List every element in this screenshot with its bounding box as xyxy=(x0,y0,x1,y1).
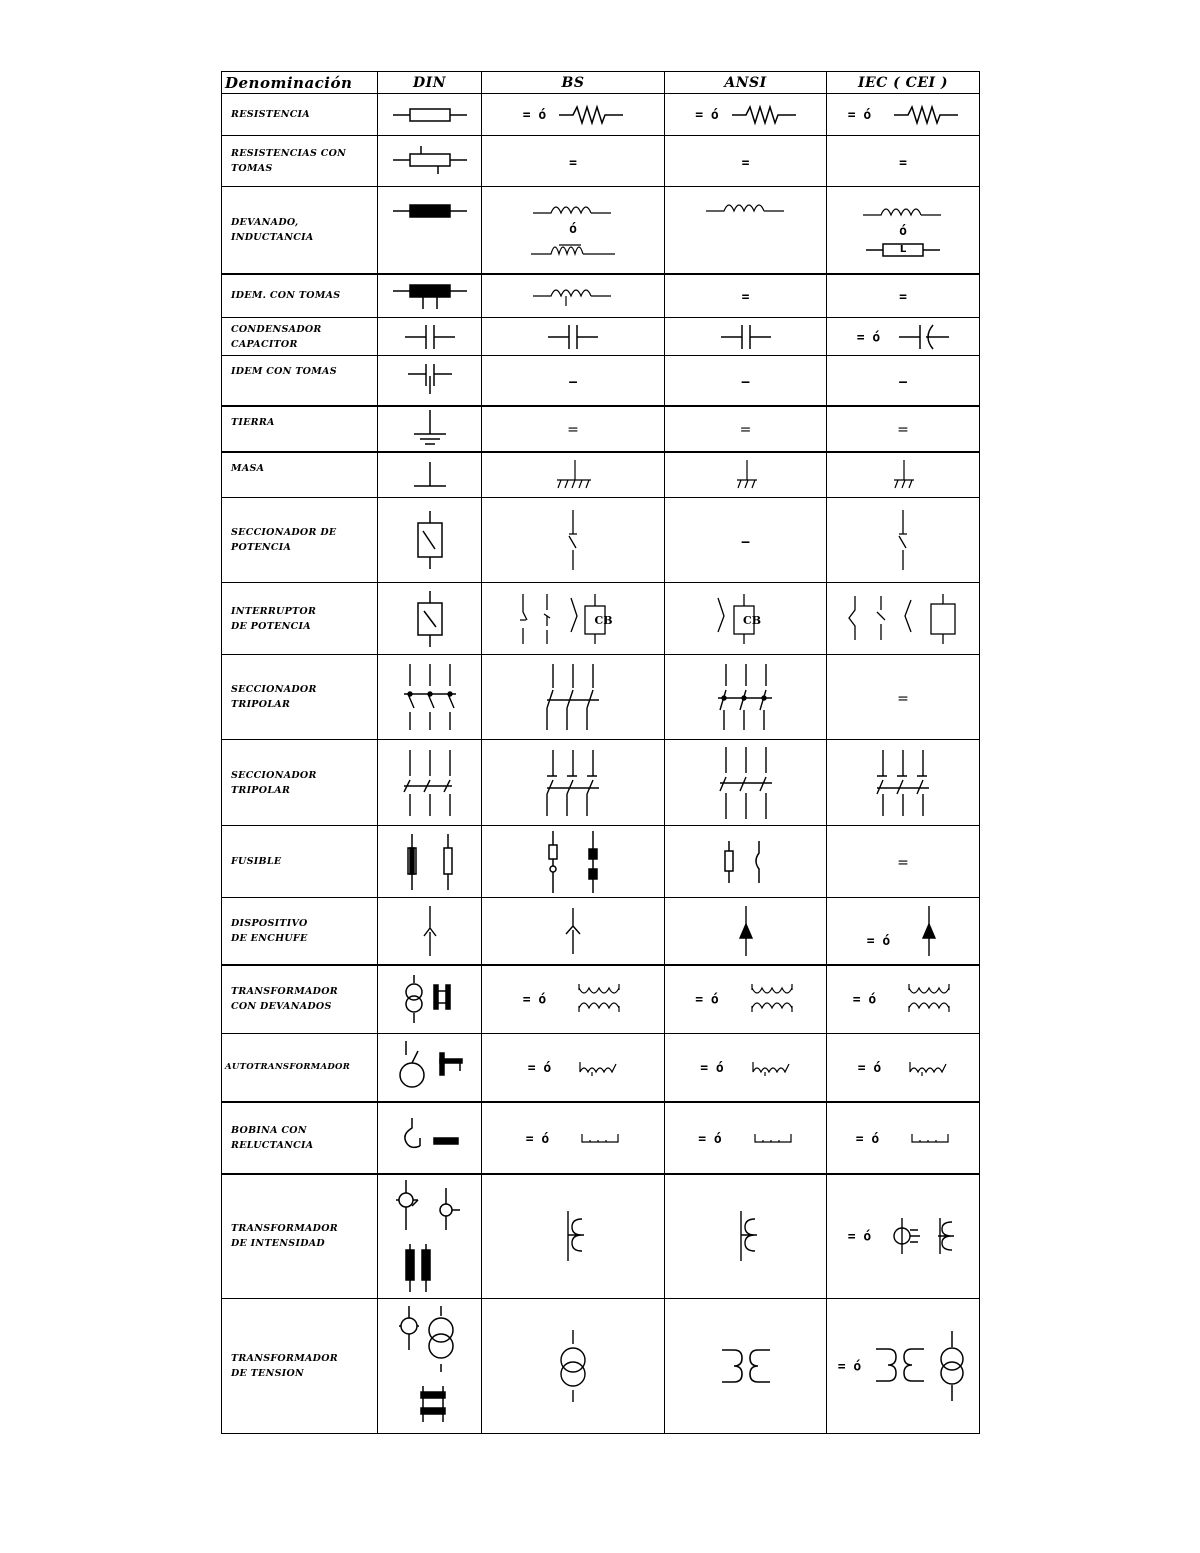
iec-earth-symbol xyxy=(827,406,980,452)
row-name: SECCIONADOR DE POTENCIA xyxy=(222,498,378,583)
ansi-tripolar2-symbol xyxy=(665,740,827,826)
iec-transformer-symbol xyxy=(827,965,980,1034)
row-idem-con-tomas-capacitor xyxy=(222,356,980,406)
din-reactor-symbol xyxy=(378,1102,482,1174)
windings-icon xyxy=(750,984,796,1014)
iec-equiv-text: = ó xyxy=(847,108,872,124)
iec-equiv-text: = xyxy=(899,155,907,171)
autotransformer-icon xyxy=(398,1041,462,1093)
iec-equiv-text: = ó xyxy=(852,992,877,1008)
row-name: TRANSFORMADOR DE TENSION xyxy=(222,1299,378,1434)
bs-tripolar2-symbol xyxy=(482,740,665,826)
ansi-tapped-capacitor-symbol xyxy=(665,356,827,406)
row-name: IDEM CON TOMAS xyxy=(222,356,378,406)
capacitor-icon xyxy=(405,324,455,350)
bs-reactor-symbol xyxy=(482,1102,665,1174)
chassis-hatched-ground-icon xyxy=(888,458,918,492)
coil-icon xyxy=(706,197,786,217)
bs-equiv-text: = ó xyxy=(525,1132,550,1147)
din-autotransformer-symbol xyxy=(378,1034,482,1102)
din-breaker-symbol xyxy=(378,583,482,655)
coil-icon xyxy=(863,201,943,221)
row-transformador-tension xyxy=(222,1299,980,1434)
tripolar-disconnector-icon xyxy=(716,664,776,730)
bs-tripolar-symbol xyxy=(482,655,665,740)
breaker-switches-icon xyxy=(845,592,961,646)
ansi-tapped-resistor-symbol xyxy=(665,136,827,187)
bs-current-transformer-symbol xyxy=(482,1174,665,1299)
iec-resistor-symbol xyxy=(827,94,980,136)
tapped-coil-icon xyxy=(533,284,613,308)
din-current-transformer-symbol xyxy=(378,1174,482,1299)
row-name: SECCIONADOR TRIPOLAR xyxy=(222,655,378,740)
ansi-disconnector-symbol xyxy=(665,498,827,583)
plug-icon xyxy=(420,906,440,956)
din-disconnector-symbol xyxy=(378,498,482,583)
voltage-transformer-icon xyxy=(395,1306,465,1426)
row-seccionador-potencia xyxy=(222,498,980,583)
iec-equiv-text: = xyxy=(897,422,909,438)
vt-symbols-icon xyxy=(872,1331,968,1401)
bs-earth-symbol xyxy=(482,406,665,452)
zigzag-resistor-icon xyxy=(732,105,796,125)
bs-breaker-symbol xyxy=(482,583,665,655)
bs-capacitor-symbol xyxy=(482,318,665,356)
capacitor-icon xyxy=(721,324,771,350)
row-resistencias-con-tomas xyxy=(222,136,980,187)
iec-reactor-symbol xyxy=(827,1102,980,1174)
ct-symbols-icon xyxy=(888,1216,958,1256)
ansi-equiv-text: = xyxy=(739,422,752,438)
din-fuse-symbol xyxy=(378,826,482,898)
bs-equiv-text: = ó xyxy=(527,1061,552,1076)
ansi-voltage-transformer-symbol xyxy=(665,1299,827,1434)
boxed-disconnector-icon xyxy=(415,511,445,569)
ansi-earth-symbol xyxy=(665,406,827,452)
inductor-label: L xyxy=(899,244,907,256)
ansi-dash-text: – xyxy=(741,374,750,390)
bs-disconnector-symbol xyxy=(482,498,665,583)
tapped-winding-icon xyxy=(578,1058,618,1078)
bs-equiv-text: = ó xyxy=(522,108,547,124)
din-tapped-inductor-symbol xyxy=(378,274,482,318)
bs-inductor-symbol xyxy=(482,187,665,274)
fuse-icon xyxy=(543,831,603,893)
bs-voltage-transformer-symbol xyxy=(482,1299,665,1434)
transformer-icon xyxy=(404,975,456,1023)
chassis-hatched-ground-icon xyxy=(551,458,595,492)
earth-ground-icon xyxy=(410,410,450,448)
ansi-chassis-symbol xyxy=(665,452,827,498)
ansi-equiv-text: = ó xyxy=(695,992,719,1008)
symbol-table xyxy=(221,71,979,1434)
iec-equiv-text: = ó xyxy=(847,1229,872,1245)
bs-dash-text: – xyxy=(569,374,577,390)
iec-inductor-symbol xyxy=(827,187,980,274)
ansi-fuse-symbol xyxy=(665,826,827,898)
din-capacitor-symbol xyxy=(378,318,482,356)
disconnector-switch-icon xyxy=(563,510,583,570)
ansi-equiv-text: = ó xyxy=(700,1061,724,1076)
flat-winding-icon xyxy=(753,1132,793,1146)
ansi-plug-symbol xyxy=(665,898,827,965)
disconnector-switch-icon xyxy=(893,510,913,570)
din-tapped-capacitor-symbol xyxy=(378,356,482,406)
chassis-hatched-ground-icon xyxy=(731,458,761,492)
zigzag-resistor-icon xyxy=(559,105,623,125)
ansi-transformer-symbol xyxy=(665,965,827,1034)
chassis-ground-icon xyxy=(410,460,450,490)
bs-autotransformer-symbol xyxy=(482,1034,665,1102)
ansi-equiv-text: = xyxy=(741,290,750,306)
iec-equiv-text: = ó xyxy=(857,1061,882,1076)
ansi-resistor-symbol xyxy=(665,94,827,136)
row-name: IDEM. CON TOMAS xyxy=(222,274,378,318)
row-name: TIERRA xyxy=(222,406,378,452)
ansi-dash-text: – xyxy=(741,534,750,550)
row-name: TRANSFORMADOR DE INTENSIDAD xyxy=(222,1174,378,1299)
fuse-icon xyxy=(721,837,771,887)
row-masa xyxy=(222,452,980,498)
ansi-capacitor-symbol xyxy=(665,318,827,356)
iec-boxed-inductor xyxy=(866,242,940,258)
tripolar-disconnector-icon xyxy=(402,664,458,730)
row-name: CONDENSADOR CAPACITOR xyxy=(222,318,378,356)
din-voltage-transformer-symbol xyxy=(378,1299,482,1434)
din-inductor-symbol xyxy=(378,187,482,274)
reactor-icon xyxy=(402,1118,458,1158)
tripolar-switch-icon xyxy=(402,750,458,816)
flat-winding-icon xyxy=(910,1132,950,1146)
breaker-switches-icon xyxy=(517,592,605,646)
iec-tripolar2-symbol xyxy=(827,740,980,826)
iec-dash-text: – xyxy=(899,374,907,390)
flat-winding-icon xyxy=(580,1132,620,1146)
bs-transformer-symbol xyxy=(482,965,665,1034)
ansi-equiv-text: = ó xyxy=(698,1132,722,1147)
bs-tapped-inductor-symbol xyxy=(482,274,665,318)
bs-equiv-text: = xyxy=(569,155,577,171)
row-dispositivo-enchufe xyxy=(222,898,980,965)
tapped-winding-icon xyxy=(751,1058,791,1078)
bs-equiv-text: = xyxy=(567,422,579,438)
capacitor-icon xyxy=(548,324,598,350)
ansi-tripolar-symbol xyxy=(665,655,827,740)
row-name: AUTOTRANSFORMADOR xyxy=(222,1034,378,1102)
windings-icon xyxy=(577,984,623,1014)
iec-tapped-capacitor-symbol xyxy=(827,356,980,406)
iec-equiv-text: = xyxy=(897,855,909,871)
coil-icon xyxy=(533,199,613,219)
row-condensador xyxy=(222,318,980,356)
iec-tapped-inductor-symbol xyxy=(827,274,980,318)
ansi-breaker-symbol xyxy=(665,583,827,655)
symbol-grid xyxy=(221,71,980,1434)
tapped-filled-inductor-icon xyxy=(393,281,467,311)
tripolar-switch-icon xyxy=(716,747,776,819)
row-transformador-devanados xyxy=(222,965,980,1034)
iec-disconnector-symbol xyxy=(827,498,980,583)
row-seccionador-tripolar-2 xyxy=(222,740,980,826)
din-tapped-resistor-symbol xyxy=(378,136,482,187)
row-name: MASA xyxy=(222,452,378,498)
row-transformador-intensidad xyxy=(222,1174,980,1299)
bs-or-text: ó xyxy=(569,222,577,238)
tripolar-disconnector-icon xyxy=(543,664,603,730)
bs-equiv-text: = ó xyxy=(522,992,547,1008)
bs-tapped-resistor-symbol xyxy=(482,136,665,187)
plug-icon xyxy=(563,908,583,954)
din-tripolar-symbol xyxy=(378,655,482,740)
header-iec: IEC ( CEI ) xyxy=(827,72,980,94)
boxed-breaker-icon xyxy=(415,591,445,647)
header-row xyxy=(222,72,980,94)
tripolar-switch-icon xyxy=(873,750,933,816)
din-chassis-symbol xyxy=(378,452,482,498)
iec-capacitor-symbol xyxy=(827,318,980,356)
din-earth-symbol xyxy=(378,406,482,452)
tapped-capacitor-icon xyxy=(408,362,452,394)
header-din: DIN xyxy=(378,72,482,94)
din-resistor-symbol xyxy=(378,94,482,136)
iec-equiv-text: = xyxy=(899,290,907,306)
iron-core-coil-icon xyxy=(531,240,615,260)
row-name: BOBINA CON RELUCTANCIA xyxy=(222,1102,378,1174)
din-plug-symbol xyxy=(378,898,482,965)
cb-label: CB xyxy=(743,614,762,627)
row-resistencia xyxy=(222,94,980,136)
cb-label: CB xyxy=(594,614,613,627)
resistor-icon xyxy=(393,105,467,125)
row-idem-con-tomas xyxy=(222,274,980,318)
row-name: DISPOSITIVO DE ENCHUFE xyxy=(222,898,378,965)
iec-autotransformer-symbol xyxy=(827,1034,980,1102)
bs-fuse-symbol xyxy=(482,826,665,898)
iec-equiv-text: = ó xyxy=(856,330,881,345)
plug-arrow-icon xyxy=(736,906,756,956)
row-name: INTERRUPTOR DE POTENCIA xyxy=(222,583,378,655)
row-name: DEVANADO, INDUCTANCIA xyxy=(222,187,378,274)
vt-circles-icon xyxy=(553,1330,593,1402)
iec-equiv-text: = ó xyxy=(866,934,891,950)
iec-voltage-transformer-symbol xyxy=(827,1299,980,1434)
iec-breaker-symbol xyxy=(827,583,980,655)
bs-plug-symbol xyxy=(482,898,665,965)
ansi-current-transformer-symbol xyxy=(665,1174,827,1299)
row-name: RESISTENCIA xyxy=(222,94,378,136)
row-autotransformador xyxy=(222,1034,980,1102)
windings-icon xyxy=(907,984,953,1014)
header-denominacion: Denominación xyxy=(222,72,378,94)
tapped-winding-icon xyxy=(908,1058,948,1078)
iec-fuse-symbol xyxy=(827,826,980,898)
filled-inductor-icon xyxy=(393,201,467,221)
ansi-reactor-symbol xyxy=(665,1102,827,1174)
row-name: RESISTENCIAS CON TOMAS xyxy=(222,136,378,187)
iec-tripolar-symbol xyxy=(827,655,980,740)
vt-coils-icon xyxy=(716,1346,776,1386)
row-devanado xyxy=(222,187,980,274)
polarized-capacitor-icon xyxy=(899,324,949,350)
din-transformer-symbol xyxy=(378,965,482,1034)
iec-equiv-text: = ó xyxy=(855,1132,880,1147)
current-transformer-icon xyxy=(392,1180,468,1292)
ct-coil-icon xyxy=(558,1211,588,1261)
header-ansi: ANSI xyxy=(665,72,827,94)
iec-plug-symbol xyxy=(827,898,980,965)
iec-equiv-text: = ó xyxy=(837,1359,862,1375)
ansi-inductor-symbol xyxy=(665,187,827,274)
iec-current-transformer-symbol xyxy=(827,1174,980,1299)
row-tierra xyxy=(222,406,980,452)
ansi-autotransformer-symbol xyxy=(665,1034,827,1102)
row-fusible xyxy=(222,826,980,898)
bs-tapped-capacitor-symbol xyxy=(482,356,665,406)
ansi-equiv-text: = xyxy=(741,155,750,171)
bs-chassis-symbol xyxy=(482,452,665,498)
iec-or-text: ó xyxy=(899,224,907,240)
row-bobina-reluctancia xyxy=(222,1102,980,1174)
header-bs: BS xyxy=(482,72,665,94)
iec-equiv-text: = xyxy=(897,690,909,707)
din-tripolar2-symbol xyxy=(378,740,482,826)
row-name: SECCIONADOR TRIPOLAR xyxy=(222,740,378,826)
iec-chassis-symbol xyxy=(827,452,980,498)
bs-resistor-symbol xyxy=(482,94,665,136)
zigzag-resistor-icon xyxy=(894,105,958,125)
fuse-icon xyxy=(402,834,458,890)
tapped-resistor-icon xyxy=(393,146,467,176)
iec-tapped-resistor-symbol xyxy=(827,136,980,187)
row-name: TRANSFORMADOR CON DEVANADOS xyxy=(222,965,378,1034)
row-interruptor-potencia xyxy=(222,583,980,655)
ansi-tapped-inductor-symbol xyxy=(665,274,827,318)
ct-coil-icon xyxy=(731,1211,761,1261)
tripolar-switch-icon xyxy=(543,750,603,816)
row-seccionador-tripolar-1 xyxy=(222,655,980,740)
plug-arrow-icon xyxy=(919,906,939,956)
ansi-equiv-text: = ó xyxy=(695,108,719,124)
row-name: FUSIBLE xyxy=(222,826,378,898)
